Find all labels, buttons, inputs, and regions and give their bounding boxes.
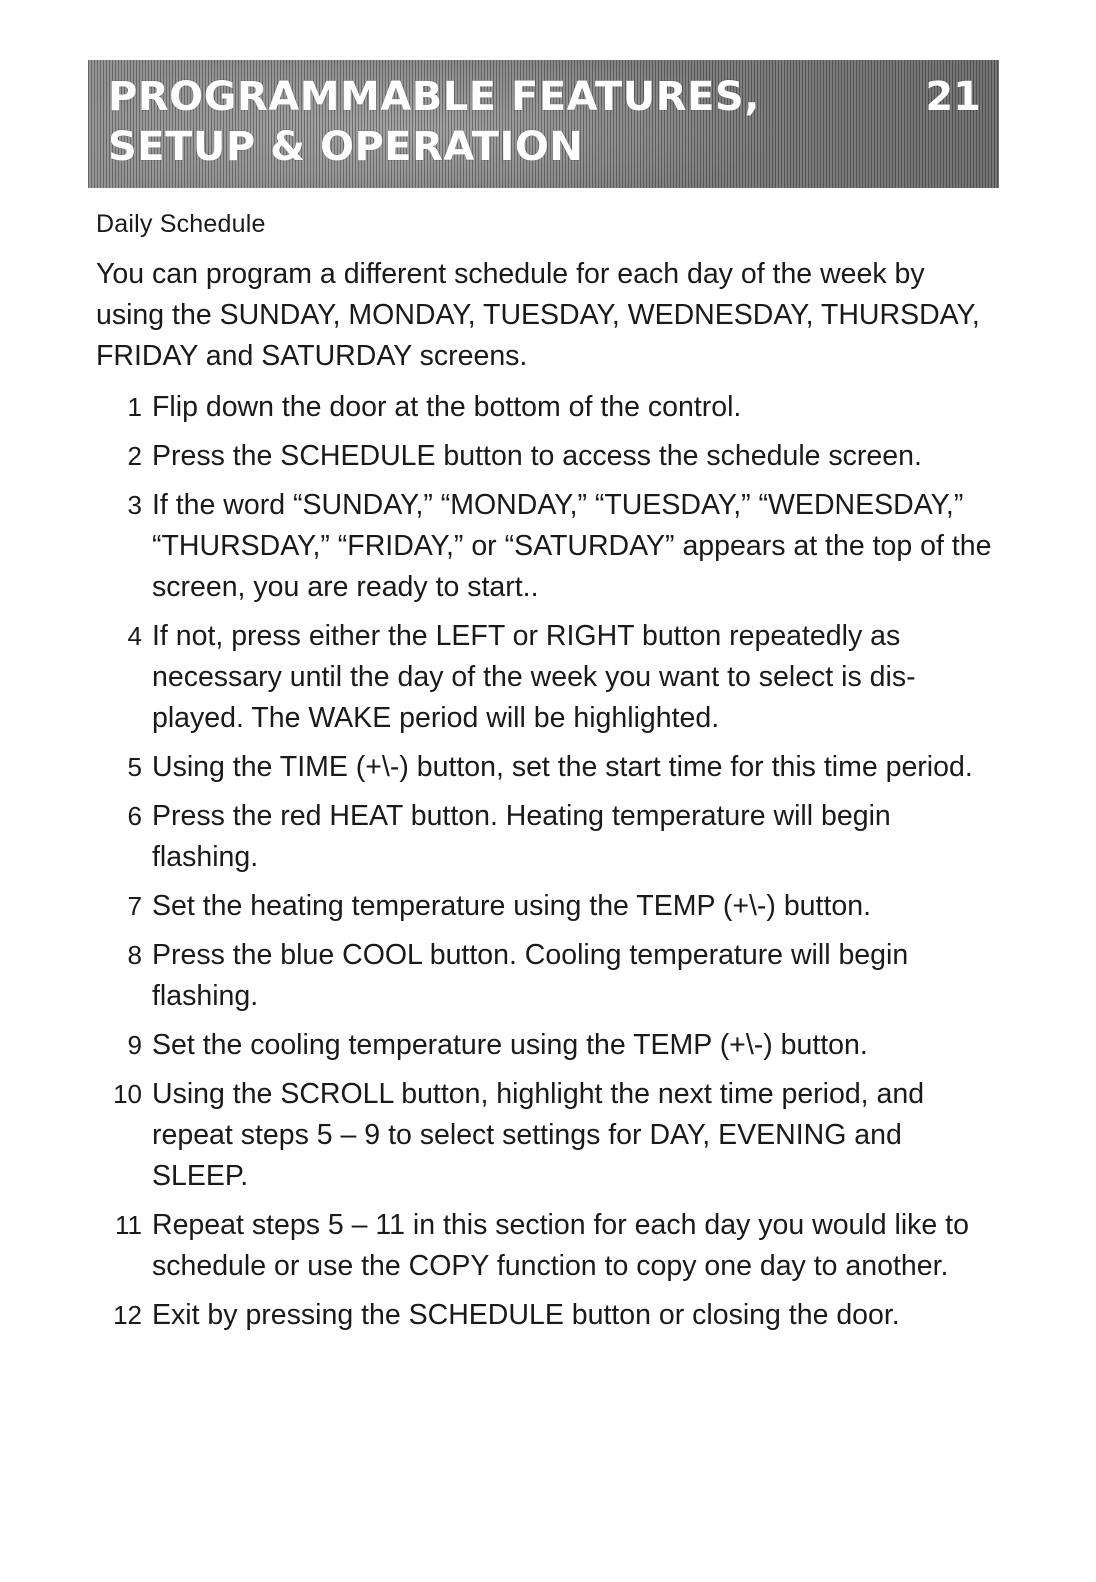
step-number: 10: [113, 1079, 142, 1109]
step-item: [96, 747, 996, 788]
instruction-steps-list: [96, 387, 996, 1336]
section-title-line-1: PROGRAMMABLE FEATURES,: [108, 74, 760, 120]
section-title-line-2: SETUP & OPERATION: [108, 124, 584, 170]
step-text: Set the cooling temperature using the TEMP (+\-) button.: [152, 1029, 868, 1061]
step-text: Set the heating temperature using the TEMP (+\-) button.: [152, 890, 871, 922]
step-number: 9: [127, 1030, 142, 1060]
step-text: Press the blue COOL button. Cooling temperature will begin flashing.: [152, 939, 909, 1012]
step-item: [96, 485, 996, 608]
daily-schedule-heading: Daily Schedule: [96, 210, 266, 238]
step-number: 11: [115, 1210, 142, 1240]
step-item: [96, 387, 996, 428]
step-item: [96, 886, 996, 927]
step-text: Press the SCHEDULE button to access the schedule screen.: [152, 440, 922, 472]
page-number: 21: [925, 74, 981, 120]
step-text: Using the TIME (+\-) button, set the start time for this time period.: [152, 751, 973, 783]
step-text: Exit by pressing the SCHEDULE button or closing the door.: [152, 1299, 900, 1331]
step-number: 4: [127, 621, 142, 651]
step-item: [96, 1074, 996, 1197]
step-number: 7: [127, 891, 142, 921]
step-number: 3: [127, 490, 142, 520]
step-text: Press the red HEAT button. Heating temperature will begin flashing.: [152, 800, 891, 873]
step-number: 1: [127, 392, 142, 422]
step-text: If not, press either the LEFT or RIGHT button repeatedly as necessary until the day of the week you want to select is dis- played. The WAKE period will be highlighted.: [152, 620, 916, 734]
step-text: Using the SCROLL button, highlight the next time period, and repeat steps 5 – 9 to select settings for DAY, EVENING and SLEEP.: [152, 1078, 925, 1192]
intro-paragraph: You can program a different schedule for each day of the week by using the SUNDAY, MONDAY, TUESDAY, WEDNESDAY, THURSDAY, FRIDAY and SATURDAY screens.: [96, 258, 980, 372]
step-item: [96, 796, 996, 878]
page-content: [96, 208, 996, 1344]
step-item: [96, 1205, 996, 1287]
step-number: 5: [127, 752, 142, 782]
step-item: [96, 1025, 996, 1066]
step-item: [96, 616, 996, 739]
step-text: If the word “SUNDAY,” “MONDAY,” “TUESDAY,” “WEDNESDAY,” “THURSDAY,” “FRIDAY,” or “SATURDAY” appears at the top of the screen, you are ready to start..: [152, 489, 992, 603]
step-text: Repeat steps 5 – 11 in this section for each day you would like to schedule or use the COPY function to copy one day to another.: [152, 1209, 969, 1282]
step-number: 2: [127, 441, 142, 471]
section-title: [108, 72, 760, 172]
step-item: [96, 1295, 996, 1336]
step-number: 6: [127, 801, 142, 831]
step-text: Flip down the door at the bottom of the control.: [152, 391, 742, 423]
step-item: [96, 935, 996, 1017]
section-header-banner: [88, 60, 999, 188]
step-number: 8: [127, 940, 142, 970]
step-number: 12: [113, 1300, 142, 1330]
step-item: [96, 436, 996, 477]
